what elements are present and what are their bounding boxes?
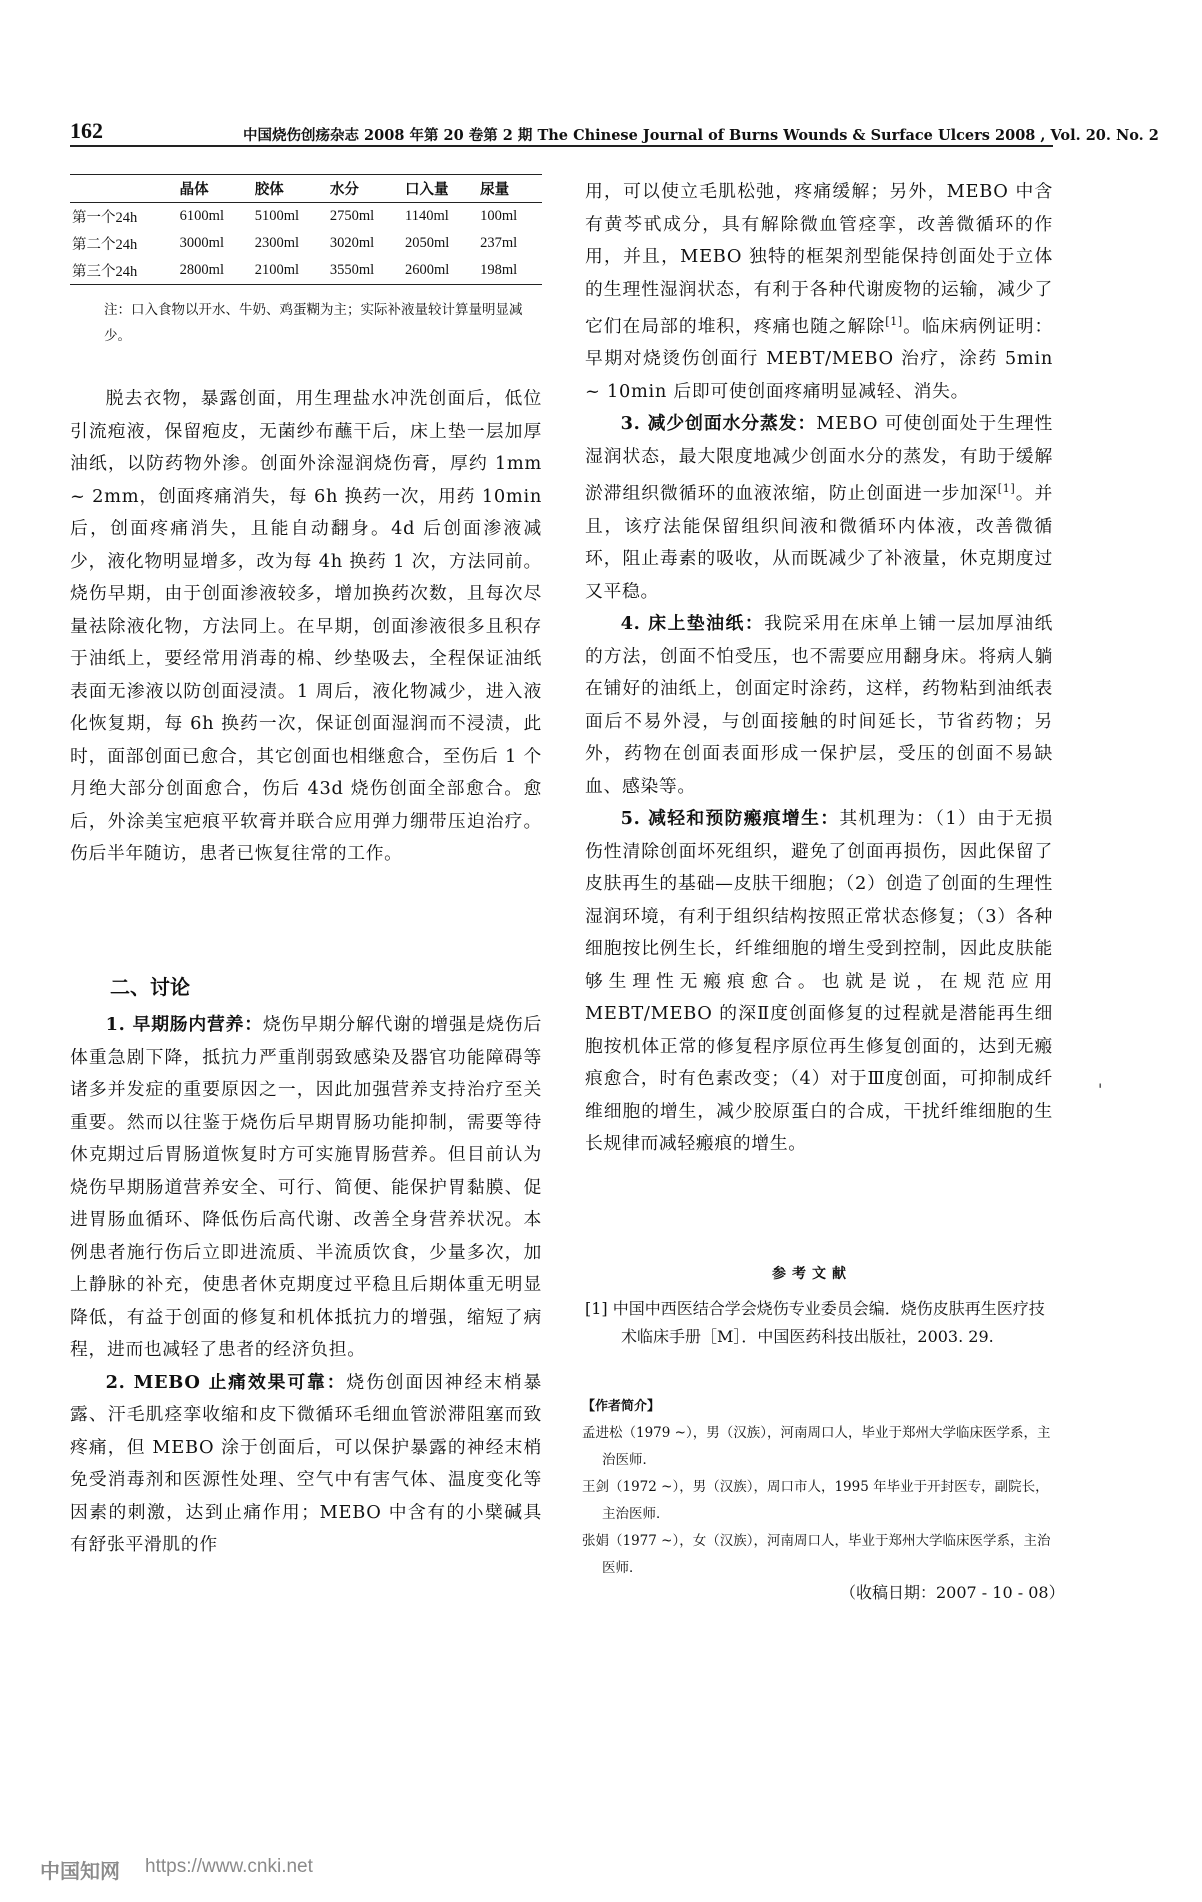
cnki-logo: 中国知网 [40, 1861, 120, 1883]
author-item: 张娟（1977 ~），女（汉族），河南周口人，毕业于郑州大学临床医学系，主治医师． [582, 1533, 1051, 1576]
item-title: 5. 减轻和预防瘢痕增生： [620, 808, 840, 830]
item-title: 4. 床上垫油纸： [620, 613, 765, 635]
table-header-cell: 口入量 [405, 182, 449, 198]
running-title: 中国烧伤创疡杂志 2008 年第 20 卷第 2 期 The Chinese Journal of Burns Wounds & Surface Ulcers 2008 , Vol. 20. No. 2 [243, 127, 1159, 144]
discussion-item-5 [585, 803, 1053, 1161]
table-cell: 2050ml [405, 235, 450, 251]
table-cell: 237ml [480, 235, 518, 251]
author-item: 孟进松（1979 ~），男（汉族），河南周口人，毕业于郑州大学临床医学系，主治医师． [582, 1425, 1051, 1468]
paragraph: 脱去衣物，暴露创面，用生理盐水冲洗创面后，低位引流疱液，保留疱皮，无菌纱布蘸干后，床上垫一层加厚油纸，以防药物外渗。创面外涂湿润烧伤膏，厚约 1mm ~ 2mm，创面疼痛消失，每 6h 换药一次，用药 10min 后，创面疼痛消失，且能自动翻身。4d 后创面渗液减少，液化物明显增多，改为每 4h 换药 1 次，方法同前。烧伤早期，由于创面渗液较多，增加换药次数，且每次尽量祛除液化物，方法同上。在早期，创面渗液很多且积存于油纸上，要经常用消毒的棉、纱垫吸去，全程保证油纸表面无渗液以防创面浸渍。1 周后，液化物减少，进入液化恢复期，每 6h 换药一次，保证创面湿润而不浸渍，此时，面部创面已愈合，其它创面也相继愈合，至伤后 1 个月绝大部分创面愈合，伤后 43d 烧伤创面全部愈合。愈后，外涂美宝疤痕平软膏并联合应用弹力绷带压迫治疗。伤后半年随访，患者已恢复往常的工作。 [70, 388, 542, 864]
table-row [70, 230, 542, 257]
references-list [585, 1295, 1053, 1351]
header-rule [70, 145, 1053, 147]
table-cell: 5100ml [254, 208, 300, 224]
margin-mark: ' [1098, 1080, 1103, 1099]
page-number: 162 [70, 118, 103, 143]
table-cell: 198ml [480, 262, 518, 278]
continued-text-tail: 。临床病例证明：早期对烧烫伤创面行 MEBT/MEBO 治疗，涂药 5min ~ 10min 后即可使创面疼痛明显减轻、消失。 [585, 315, 1053, 402]
table-cell: 第二个24h [72, 237, 138, 253]
reference-item: [1] 中国中西医结合学会烧伤专业委员会编．烧伤皮肤再生医疗技术临床手册［M］．中国医药科技出版社，2003. 29. [585, 1299, 1045, 1346]
table-header-cell [70, 175, 178, 203]
discussion-left [70, 1009, 542, 1562]
table-header-cell: 胶体 [254, 182, 284, 198]
item-title: 3. 减少创面水分蒸发： [620, 413, 817, 435]
item-body-tail: 。并且，该疗法能保留组织间液和微循环内体液，改善微循环，阻止毒素的吸收，从而既减少了补液量，休克期度过又平稳。 [585, 483, 1053, 602]
citation-ref[interactable]: [1] [997, 482, 1016, 496]
table-cell: 2600ml [405, 262, 450, 278]
item-body: 其机理为：（1）由于无损伤性清除创面坏死组织，避免了创面再损伤，因此保留了皮肤再生的基础—皮肤干细胞；（2）创造了创面的生理性湿润环境，有利于组织结构按照正常状态修复；（3）各种细胞按比例生长，纤维细胞的增生受到控制，因此皮肤能够生理性无瘢痕愈合。也就是说，在规范应用 MEBT/MEBO 的深Ⅱ度创面修复的过程就是潜能再生细胞按机体正常的修复程序原位再生修复创面的，达到无瘢痕愈合，时有色素改变；（4）对于Ⅲ度创面，可抑制成纤维细胞的增生，减少胶原蛋白的合成，干扰纤维细胞的生长规律而减轻瘢痕的增生。 [585, 808, 1053, 1155]
discussion-item-3 [585, 408, 1053, 608]
discussion-right [585, 176, 1053, 1161]
item-body: 烧伤创面因神经末梢暴露、汗毛肌痉挛收缩和皮下微循环毛细血管淤滞阻塞而致疼痛，但 MEBO 涂于创面后，可以保护暴露的神经末梢免受消毒剂和医源性处理、空气中有害气体、温度变化等因素的刺激，达到止痛作用；MEBO 中含有的小檗碱具有舒张平滑肌的作 [70, 1371, 542, 1555]
citation-ref[interactable]: [1] [885, 315, 903, 328]
author-info-heading: 【作者简介】 [582, 1399, 661, 1414]
table-cell: 3020ml [329, 235, 375, 251]
table-body [70, 203, 542, 285]
item-body: 我院采用在床单上铺一层加厚油纸的方法，创面不怕受压，也不需要应用翻身床。将病人躺在铺好的油纸上，创面定时涂药，这样，药物粘到油纸表面后不易外浸，与创面接触的时间延长，节省药物；另外，药物在创面表面形成一保护层，受压的创面不易缺血、感染等。 [585, 613, 1053, 797]
table-cell: 3000ml [179, 235, 224, 251]
section-heading-discussion: 二、讨论 [110, 975, 190, 999]
author-item: 王剑（1972 ~），男（汉族），周口市人，1995 年毕业于开封医专，副院长，主治医师． [582, 1479, 1049, 1522]
intake-output-table [70, 174, 542, 285]
discussion-item-4 [585, 608, 1053, 803]
table-header-cell: 尿量 [480, 182, 510, 198]
item-title: 2. MEBO 止痛效果可靠： [105, 1371, 347, 1393]
case-description [70, 383, 542, 871]
table-cell: 6100ml [179, 208, 224, 224]
table-cell: 第一个24h [72, 210, 138, 226]
cnki-url[interactable]: https://www.cnki.net [145, 1856, 313, 1877]
table-cell: 2800ml [179, 262, 224, 278]
table-row [70, 203, 542, 231]
item-body: 烧伤早期分解代谢的增强是烧伤后体重急剧下降，抵抗力严重削弱致感染及器官功能障碍等诸多并发症的重要原因之一，因此加强营养支持治疗至关重要。然而以往鉴于烧伤后早期胃肠功能抑制，需要等待休克期过后胃肠道恢复时方可实施胃肠营养。但目前认为烧伤早期肠道营养安全、可行、简便、能保护胃黏膜、促进胃肠血循环、降低伤后高代谢、改善全身营养状况。本例患者施行伤后立即进流质、半流质饮食，少量多次，加上静脉的补充，使患者休克期度过平稳且后期体重无明显降低，有益于创面的修复和机体抵抗力的增强，缩短了病程，进而也减轻了患者的经济负担。 [70, 1014, 542, 1360]
table-cell: 第三个24h [72, 264, 138, 280]
table-cell: 3550ml [329, 262, 375, 278]
item-body: MEBO 可使创面处于生理性湿润状态，最大限度地减少创面水分的蒸发，有助于缓解淤滞组织微循环的血液浓缩，防止创面进一步加深 [585, 413, 1053, 505]
table-header-row [70, 175, 542, 203]
table-cell: 2100ml [254, 262, 300, 278]
discussion-item-2 [70, 1367, 542, 1562]
table-cell: 100ml [480, 208, 518, 224]
continued-text: 用，可以使立毛肌松弛，疼痛缓解；另外，MEBO 中含有黄芩甙成分，具有解除微血管痉挛，改善微循环的作用，并且，MEBO 独特的框架剂型能保持创面处于立体的生理性湿润状态，有利于各种代谢废物的运输，减少了它们在局部的堆积，疼痛也随之解除 [585, 181, 1053, 337]
table-header-cell: 晶体 [179, 182, 209, 198]
table-cell: 2750ml [329, 208, 375, 224]
author-info [582, 1420, 1054, 1582]
table-row [70, 257, 542, 285]
discussion-item-1 [70, 1009, 542, 1367]
table-header-cell: 水分 [329, 182, 359, 198]
table-cell: 2300ml [254, 235, 300, 251]
received-date: （收稿日期：2007 - 10 - 08） [840, 1583, 1065, 1602]
references-heading: 参考文献 [772, 1266, 852, 1282]
continued-paragraph [585, 176, 1053, 408]
table-note: 注：口入食物以开水、牛奶、鸡蛋糊为主；实际补液量较计算量明显减少。 [104, 302, 523, 344]
table-cell: 1140ml [405, 208, 449, 224]
item-title: 1. 早期肠内营养： [105, 1014, 263, 1035]
